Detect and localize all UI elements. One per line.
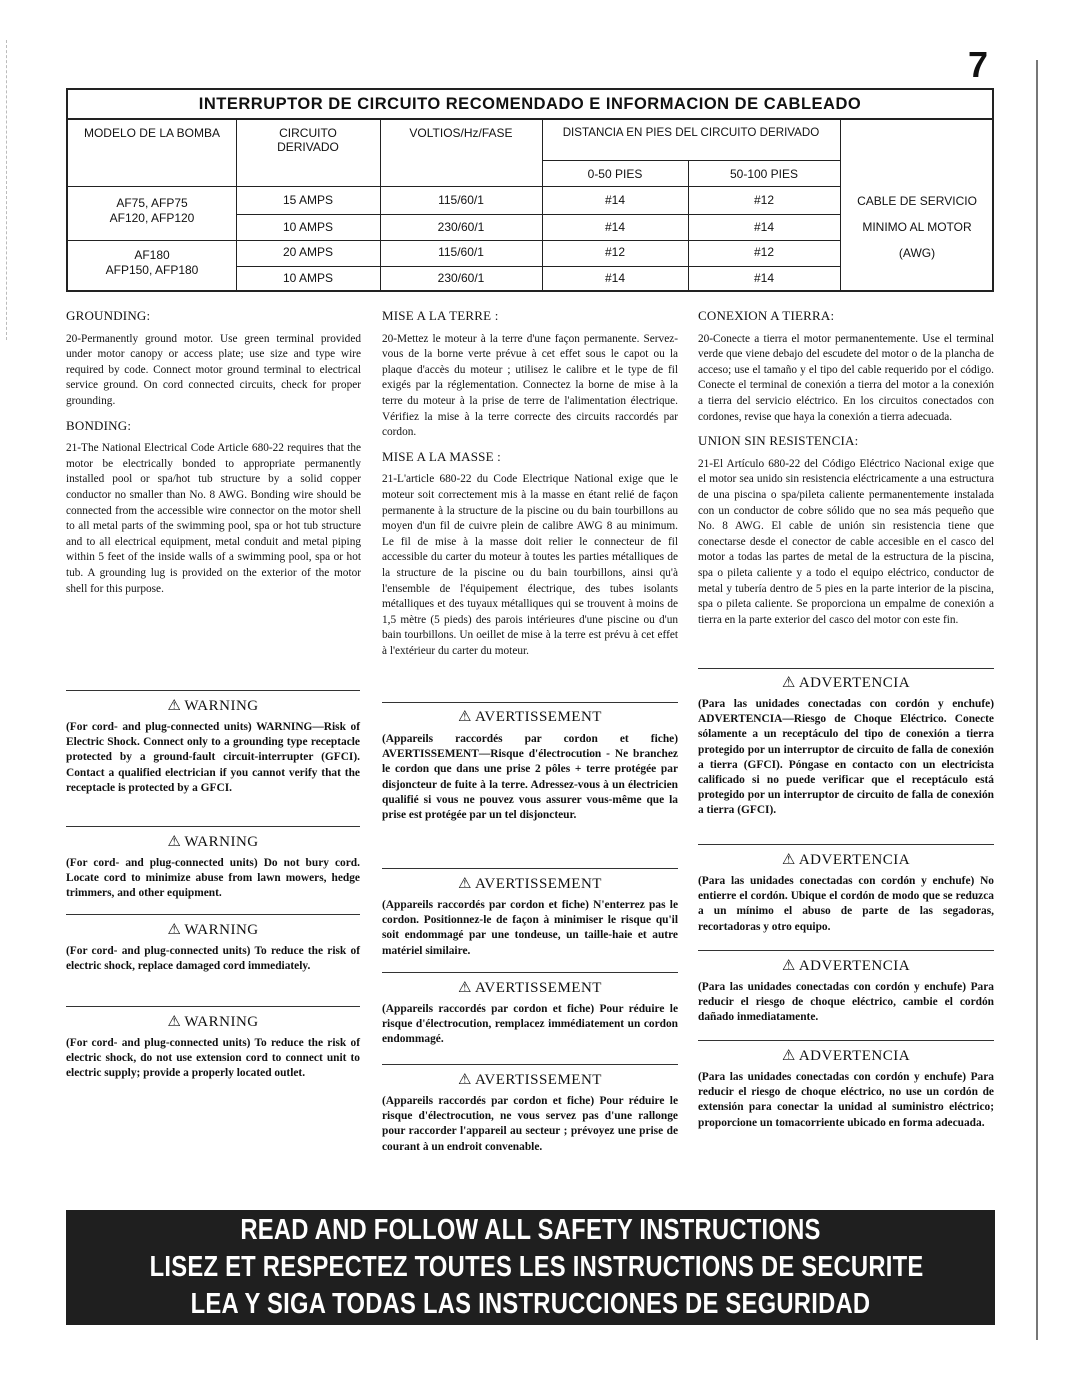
table-cell: 20 AMPS [282,245,334,259]
avertissement-text-3: (Appareils raccordés par cordon et fiche) Pour réduire le risque d'électrocution, remplacez immédiatement un cordon endommagé. [382,1003,678,1046]
mise-masse-text: 21-L'article 680-22 du Code Electrique National exige que le moteur soit correctement mis à la masse en étant relié de façon permanente à la structure de la piscine ou du bain tourbillons au moyen d'un fil de cuivre plein de calibre AWG 8 au minimum. Le fil de mise à la masse doit relier le connecteur de fil accessible du carter du moteur à toutes les parties métalliques de la structure de la piscine ou du bain tourbillons, ainsi qu'à l'ensemble de l'équipement électrique, des tubes isolants métalliques et des tuyaux métalliques qui se trouvent à moins de 1,5 mètre (5 pieds) des parois intérieures d'une piscine ou d'un bain tourbillons. Un oeillet de mise à la terre est prévu à cet effet à l'extérieur du carter du moteur. [382,473,678,657]
advertencia-text-1: (Para las unidades conectadas con cordón y enchufe) ADVERTENCIA—Riesgo de Choque Eléctrico. Conecte sólamente a un receptáculo del tipo de conexión a tierra protegido por un interruptor de circuito de falla de conexión a tierra (GFCI). Póngase en contacto con un electricista calificado si no puede verificar que el receptáculo está protegido por un interruptor de circuito de falla de conexión a tierra (GFCI). [698,698,994,817]
table-cell: #14 [604,271,626,285]
advertencia-title-3: ⚠ ADVERTENCIA [781,956,911,974]
avertissement-title-2: ⚠ AVERTISSEMENT [458,874,602,892]
advertencia-text-2: (Para las unidades conectadas con cordón y enchufe) No entierre el cordón. Ubique el cordón de modo que se reduzca a un mínimo el abuso de parte de las segadoras, recortadoras y otro equipo. [698,875,994,933]
mise-masse-heading: MISE A LA MASSE : [382,448,501,464]
safety-banner [66,1210,995,1325]
models-group-1: AF75, AFP75 AF120, AFP120 [109,196,195,225]
service-cable-2: MINIMO AL MOTOR [862,220,972,234]
avertissement-title-4: ⚠ AVERTISSEMENT [458,1070,602,1088]
warning-title-1: ⚠ WARNING [167,696,259,714]
table-cell: #12 [604,245,626,259]
table-cell: 15 AMPS [282,193,334,207]
header-distance: DISTANCIA EN PIES DEL CIRCUITO DERIVADO [562,126,820,139]
table-cell: 115/60/1 [438,193,484,207]
header-model: MODELO DE LA BOMBA [83,126,221,140]
avertissement-text-4: (Appareils raccordés par cordon et fiche) Pour réduire le risque d'électrocution, ne vous servez pas d'une rallonge pour raccorder l'appareil au secteur ; prévoyez une prise de courant à un endroit convenable. [382,1095,678,1153]
advertencia-text-4: (Para las unidades conectadas con cordón y enchufe) Para reducir el riesgo de choque eléctrico, no use un cordón de extensión para conectar la unidad al suministro eléctrico; proporcione un tomacorriente ubicado en forma adecuada. [698,1071,994,1129]
conexion-tierra-text: 20-Conecte a tierra el motor permanentemente. Use el terminal verde que viene debajo del escudete del motor o de la plancha de acceso; use el tamaño y el tipo del cable requerido por el código. Conecte el terminal de conexión a tierra del motor a la conexión a tierra del servicio eléctrico. En los circuitos conectados con cordones, revise que haya la conexión a tierra adecuada. [698,332,994,423]
english-column [66,308,361,597]
table-cell: #12 [753,193,775,207]
warning-triangle-icon: ⚠ [167,920,182,938]
page-edge-line [1036,60,1038,1340]
banner-line-english: READ AND FOLLOW ALL SAFETY INSTRUCTIONS [240,1214,821,1246]
warning-triangle-icon: ⚠ [167,1012,182,1030]
banner-line-french: LISEZ ET RESPECTEZ TOUTES LES INSTRUCTIONS DE SECURITE [149,1251,924,1283]
warning-triangle-icon: ⚠ [458,874,472,892]
warning-text-4: (For cord- and plug-connected units) To reduce the risk of electric shock, do not use extension cord to connect unit to electric supply; provide a properly located outlet. [66,1037,360,1080]
header-volts: VOLTIOS/Hz/FASE [409,126,513,140]
warning-title-2: ⚠ WARNING [167,832,259,850]
warning-triangle-icon: ⚠ [458,978,472,996]
advertencia-title-4: ⚠ ADVERTENCIA [781,1046,911,1064]
table-cell: #14 [604,193,626,207]
banner-line-spanish: LEA Y SIGA TODAS LAS INSTRUCCIONES DE SEGURIDAD [190,1288,871,1320]
warning-title-4: ⚠ WARNING [167,1012,259,1030]
header-circuit: CIRCUITO DERIVADO [277,126,339,154]
avertissement-title-1: ⚠ AVERTISSEMENT [458,707,602,725]
warning-triangle-icon: ⚠ [781,850,796,868]
warning-text-1: (For cord- and plug-connected units) WARNING—Risk of Electric Shock. Connect only to a grounding type receptacle protected by a ground-fault circuit-interrupter (GFCI). Contact a qualified electrician if you cannot verify that the receptacle is protected by a GFCI. [66,721,360,794]
warning-triangle-icon: ⚠ [781,956,796,974]
warning-triangle-icon: ⚠ [167,696,182,714]
wiring-table [66,88,994,292]
french-column [382,308,678,659]
spanish-column [698,308,994,628]
table-cell: 230/60/1 [437,271,485,285]
bonding-heading: BONDING: [66,417,132,433]
header-50-100: 50-100 PIES [729,167,799,181]
table-cell: 230/60/1 [437,220,485,234]
avertissement-text-2: (Appareils raccordés par cordon et fiche) N'enterrez pas le cordon. Positionnez-le de façon à minimiser le risque qu'il soit endommagé par une tondeuse, un taille-haie et autre matériel similaire. [382,899,678,957]
advertencia-title-1: ⚠ ADVERTENCIA [781,673,911,691]
page-number: 7 [968,44,989,85]
warning-text-2: (For cord- and plug-connected units) Do not bury cord. Locate cord to minimize abuse from lawn mowers, hedge trimmers, and other equipment. [66,857,360,900]
mise-terre-text: 20-Mettez le moteur à la terre d'une façon permanente. Servez-vous de la borne verte prévue à cet effet sous le capot ou la plaque d'accès du moteur ; utilisez le calibre et le type de fil exigés par la réglementation. Connectez la borne de mise à la terre du moteur à la prise de terre de l'alimentation électrique. Vérifiez la mise à la terre correcte des circuits raccordés par cordon. [382,332,678,439]
warning-title-3: ⚠ WARNING [167,920,259,938]
table-title: INTERRUPTOR DE CIRCUITO RECOMENDADO E INFORMACION DE CABLEADO [68,90,992,120]
warning-triangle-icon: ⚠ [458,707,472,725]
union-heading: UNION SIN RESISTENCIA: [698,433,859,449]
warning-triangle-icon: ⚠ [781,673,796,691]
grounding-heading: GROUNDING: [66,308,151,323]
table-cell: 115/60/1 [438,245,484,259]
advertencia-title-2: ⚠ ADVERTENCIA [781,850,911,868]
service-cable-1: CABLE DE SERVICIO [857,194,977,208]
union-text: 21-El Artículo 680-22 del Código Eléctrico Nacional exige que el motor sea unido sin resistencia eléctricamente a una estructura de una piscina o spa/pileta caliente permanentemente instalada con un conductor de cobre sólido que no sea más pequeño que No. 8 AWG. El cable de unión sin resistencia tiene que conectarse desde el conector de cable accesible en el casco del motor a todas las partes de metal de la estructura de la piscina, spa o pileta caliente y a todo el equipo eléctrico, conductor de metal y tubería dentro de 5 pies en la parte interior de la piscina, spa o pileta caliente. Se proporciona un empalme de conexión a tierra en la parte exterior del casco del motor con este fin. [698,457,994,626]
warning-text-3: (For cord- and plug-connected units) To reduce the risk of electric shock, replace damaged cord immediately. [66,945,360,973]
scan-margin-marks [6,40,8,340]
conexion-tierra-heading: CONEXION A TIERRA: [698,308,835,323]
service-cable-3: (AWG) [898,246,936,260]
bonding-text: 21-The National Electrical Code Article 680-22 requires that the motor be electrically bonded to appropriate permanently installed pool or spa/hot tub structure by a solid copper conductor no smaller than No. 8 AWG. Bonding wire should be connected from the accessible wire connector on the motor shell to all metal parts of the swimming pool, spa or hot tub structure and to all electrical equipment, metal conduit and metal piping within 5 feet of the inside walls of a swimming pool, spa or hot tub. A grounding lug is provided on the exterior of the motor shell for this purpose. [66,442,361,595]
table-cell: #14 [604,220,626,234]
table-cell: 10 AMPS [282,220,334,234]
mise-terre-heading: MISE A LA TERRE : [382,308,499,323]
warning-triangle-icon: ⚠ [458,1070,472,1088]
table-cell: #12 [753,245,775,259]
grounding-text: 20-Permanently ground motor. Use green terminal provided under motor canopy or access plate; use size and type wire required by code. Connect motor ground terminal to electrical service ground. On cord connected circuits, check for proper grounding. [66,332,361,407]
table-cell: #14 [753,220,775,234]
avertissement-text-1: (Appareils raccordés par cordon et fiche) AVERTISSEMENT—Risque d'électrocution - Ne branchez le cordon que dans une prise 2 pôles + terre protégée par disjoncteur de fuite à la terre. Adressez-vous à un électricien qualifié si vous ne pouvez vous assurer vous-même que la prise est protégée par un tel disjoncteur. [382,733,678,822]
table-cell: #14 [753,271,775,285]
warning-triangle-icon: ⚠ [167,832,182,850]
header-0-50: 0-50 PIES [587,167,643,181]
models-group-2: AF180 AFP150, AFP180 [105,248,199,277]
avertissement-title-3: ⚠ AVERTISSEMENT [458,978,602,996]
warning-triangle-icon: ⚠ [781,1046,796,1064]
advertencia-text-3: (Para las unidades conectadas con cordón y enchufe) Para reducir el riesgo de choque eléctrico, cambie el cordón dañado inmediatamente. [698,981,994,1024]
table-cell: 10 AMPS [282,271,334,285]
